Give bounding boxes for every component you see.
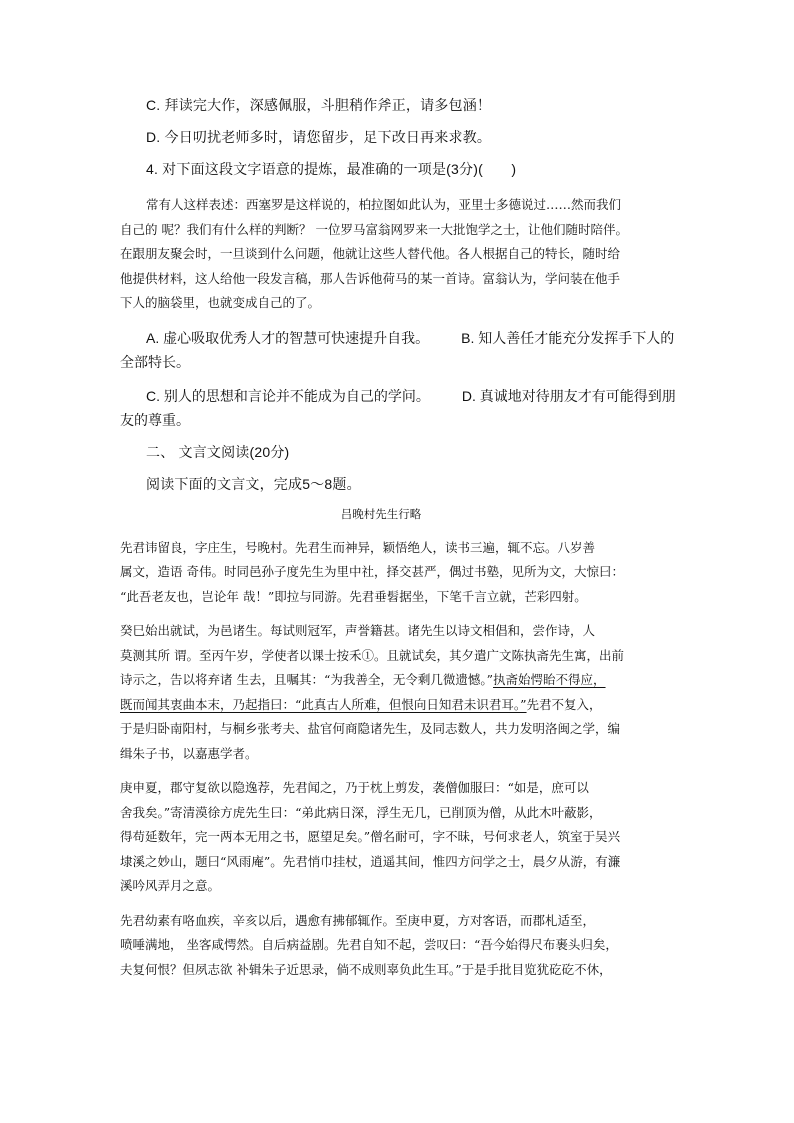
option-b: B. 知人善任才能充分发挥手下人的 xyxy=(461,329,675,346)
option-c-q3: C. 拜读完大作，深感佩服，斗胆稍作斧正，请多包涵！ xyxy=(146,97,492,113)
q4-options-ab xyxy=(120,326,686,374)
essay-line: 埭溪之妙山，题曰“风雨庵”。先君悄巾挂杖，逍遥其间，惟四方问学之士，晨夕从游，有濂 xyxy=(120,853,621,869)
essay-line: 先君讳留良，字庄生，号晚村。先君生而神异，颖悟绝人，读书三遍，辄不忘。八岁善 xyxy=(120,539,596,555)
essay-line: 庚申夏，郡守复欲以隐逸荐，先君闻之，乃于枕上剪发，袭僧伽服曰：“如是，庶可以 xyxy=(120,780,589,795)
essay-line: 先君幼素有咯血疾，辛亥以后，遇愈有拂郁辄作。至庚申夏，方对客语，而郡札适至， xyxy=(120,912,596,928)
passage-line: 下人的脑袋里，也就变成自己的了。 xyxy=(120,295,321,310)
question-4-stem: 4. 对下面这段文字语意的提炼，最准确的一项是(3分)( ) xyxy=(146,161,517,177)
passage-line: 他提供材料，这人给他一段发言稿，那人告诉他荷马的某一首诗。富翁认为，学问装在他手 xyxy=(120,270,621,286)
essay-line: 癸巳始出就试，为邑诸生。每试则冠军，声誉籍甚。诸先生以诗文相倡和，尝作诗，人 xyxy=(120,623,596,638)
section-heading: 二、 文言文阅读(20分) xyxy=(146,443,290,460)
passage-line: 常有人这样表述：西塞罗是这样说的，柏拉图如此认为，亚里士多德说过……然而我们 xyxy=(146,197,622,212)
essay-line: 夫复何恨？但夙志欲 补辑朱子近思录，倘不成则辜负此生耳。”于是手批目览犹矻矻不休， xyxy=(120,961,612,977)
essay-paragraph-2 xyxy=(120,619,686,766)
essay-line: “此吾老友也，岂论年 哉！”即拉与同游。先君垂髫据坐，下笔千言立就，芒彩四射。 xyxy=(120,588,587,604)
passage-line: 自己的 呢？我们有什么样的判断？ 一位罗马富翁网罗来一大批饱学之士，让他们随时陪伴。 xyxy=(120,221,628,237)
option-a: A. 虚心吸取优秀人才的智慧可快速提升自我。 xyxy=(146,329,430,346)
essay-line-underlined: 诗示之，告以将弃诸 生去，且嘱其：“为我善全，无令剩几微遗憾。”执斋始愕眙不得应， xyxy=(120,672,606,687)
option-d-q3: D. 今日叨扰老师多时，请您留步，足下改日再来求教。 xyxy=(146,129,492,145)
essay-line: 于是归卧南阳村，与桐乡张考夫、盐官何商隐诸先生，及同志数人，共力发明洛闽之学，编 xyxy=(120,721,621,736)
passage-line: 在跟朋友聚会时，一旦谈到什么问题，他就让这些人替代他。各人根据自己的特长，随时给 xyxy=(120,246,621,261)
essay-line: 舍我矣。”寄清漠徐方虎先生曰：“弟此病日深，浮生无几，已削顶为僧，从此木叶蔽影， xyxy=(120,804,602,820)
option-c: C. 别人的思想和言论并不能成为自己的学问。 xyxy=(146,387,430,404)
essay-line-underlined: 既而闻其衷曲本末，乃起指曰：“此真古人所难，但恨向日知君未识君耳。”先君不复入， xyxy=(120,696,602,712)
q4-options-cd xyxy=(120,384,686,432)
essay-line: 喷唾满地， 坐客咸愕然。自后病益剧。先君自知不起，尝叹曰：“吾今始得尺布裹头归矣， xyxy=(120,937,618,952)
essay-line: 属文，造语 奇伟。时同邑孙子度先生为里中社，择交甚严，偶过书塾，见所为文，大惊曰： xyxy=(120,564,624,579)
section-instruction: 阅读下面的文言文，完成5～8题。 xyxy=(146,475,361,492)
essay-line: 得苟延数年，完一两本无用之书，愿望足矣。”僧名耐可，字不昧，号何求老人，筑室于吴兴 xyxy=(120,829,621,844)
question-4-passage xyxy=(120,193,686,316)
option-b-continued: 全部特长。 xyxy=(120,353,190,370)
essay-title: 吕晚村先生行略 xyxy=(340,506,422,521)
essay-paragraph-1 xyxy=(120,536,686,610)
underlined-text: 既而闻其衷曲本末，乃起指曰：“此真古人所难，但恨向日知君未识君耳。” xyxy=(120,696,527,712)
option-d-continued: 友的尊重。 xyxy=(120,411,190,428)
essay-line: 溪吟风弄月之意。 xyxy=(120,878,221,893)
essay-paragraph-3 xyxy=(120,776,686,899)
document-page xyxy=(120,95,686,992)
option-d: D. 真诚地对待朋友才有可能得到朋 xyxy=(461,387,676,404)
essay-line: 莫测其所 谓。至丙午岁，学使者以课士按禾①。且就试矣，其夕遣广文陈执斋先生寓，出前 xyxy=(120,647,624,663)
underlined-text: 执斋始愕眙不得应， xyxy=(493,672,606,687)
essay-paragraph-4 xyxy=(120,909,686,983)
essay-line: 缉朱子书，以嘉惠学者。 xyxy=(120,745,258,761)
